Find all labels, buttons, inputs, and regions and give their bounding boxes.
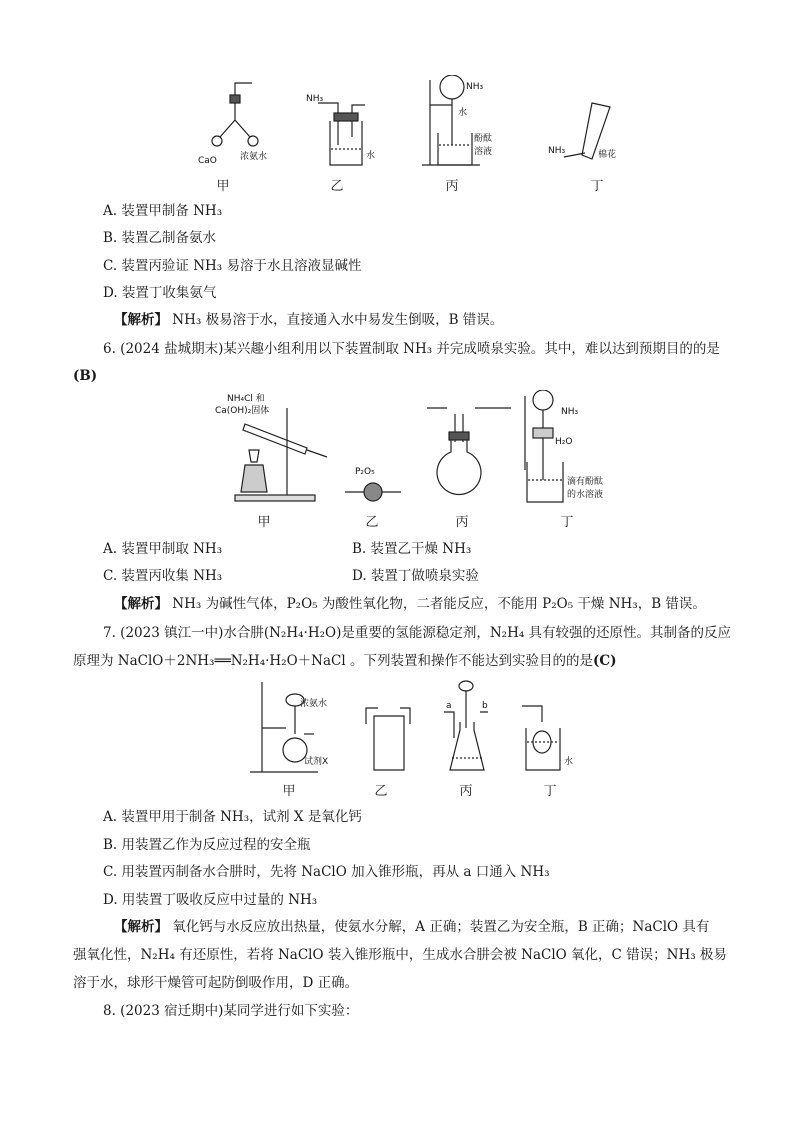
label-q6-drop2: 的水溶液 <box>567 490 604 500</box>
q6-analysis <box>114 594 706 614</box>
q6-option-d: D. 装置丁做喷泉实验 <box>352 568 479 584</box>
fig2-caption-ding: 丁 <box>560 515 574 530</box>
q6-stem: 6. (2024 盐城期末)某兴趣小组利用以下装置制取 NH₃ 并完成喷泉实验。其中，难以达到预期目的的是 <box>103 341 720 357</box>
label-q7-a: a <box>446 701 452 711</box>
fig2-caption-yi: 乙 <box>365 515 379 530</box>
apparatus-yi <box>318 103 365 165</box>
q7-option-a: A. 装置甲用于制备 NH₃，试剂 X 是氧化钙 <box>103 809 362 825</box>
q5-option-a: A. 装置甲制备 NH₃ <box>103 203 223 219</box>
q5-apparatus-figure <box>190 75 630 175</box>
label-cotton: 棉花 <box>598 150 617 160</box>
fig2-caption-jia: 甲 <box>257 515 271 530</box>
q7-stem-line1: 7. (2023 镇江一中)水合肼(N₂H₄·H₂O)是重要的氢能源稳定剂，N₂H₄ 具有较强的还原性。其制备的反应 <box>103 625 732 641</box>
fig2-caption-bing: 丙 <box>455 515 469 530</box>
fig1-caption-yi: 乙 <box>330 179 344 194</box>
q5-option-d: D. 装置丁收集氨气 <box>103 285 217 301</box>
label-q6-drop1: 滴有酚酞 <box>567 477 604 487</box>
apparatus-jia <box>212 83 258 146</box>
fig3-caption-bing: 丙 <box>459 784 473 799</box>
q7-apparatus-bing <box>444 681 488 770</box>
q6-apparatus-bing <box>427 408 511 494</box>
fig3-caption-jia: 甲 <box>282 784 296 799</box>
q6-option-c: C. 装置丙收集 NH₃ <box>103 568 223 584</box>
fig1-caption-bing: 丙 <box>445 179 459 194</box>
q7-analysis-line1 <box>114 917 709 937</box>
q7-analysis-text1: 氧化钙与水反应放出热量，使氨水分解，A 正确；装置乙为安全瓶，B 正确；NaClO 具有 <box>172 919 710 935</box>
q7-analysis-line2: 强氧化性，N₂H₄ 有还原性，若将 NaClO 装入锥形瓶中，生成水合肼会被 NaClO 氧化，C 错误；NH₃ 极易 <box>73 947 727 963</box>
q5-option-c: C. 装置丙验证 NH₃ 易溶于水且溶液显碱性 <box>103 258 362 274</box>
q6-answer: (B) <box>73 368 98 384</box>
q8-stem: 8. (2023 宿迁期中)某同学进行如下实验： <box>103 1003 359 1019</box>
label-q7-reagent-x: 试剂X <box>304 757 329 767</box>
label-nh3-in: NH₃ <box>306 94 324 104</box>
label-nh3-tube: NH₃ <box>548 146 566 156</box>
label-nh3-flask: NH₃ <box>466 82 484 92</box>
q7-stem-line2 <box>73 651 734 671</box>
label-water2: 水 <box>458 108 468 118</box>
label-q6-reagent1: NH₄Cl 和 <box>227 394 265 404</box>
q5-analysis-text: NH₃ 极易溶于水，直接通入水中易发生倒吸，B 错误。 <box>172 312 504 328</box>
label-q6-h2o: H₂O <box>555 437 573 447</box>
q5-analysis-tag: 【解析】 <box>114 312 168 328</box>
q7-apparatus-ding <box>522 706 560 770</box>
label-phenol: 酚酞 <box>474 134 493 144</box>
label-q7-ammonia: 浓氨水 <box>300 699 328 709</box>
q7-option-c: C. 用装置丙制备水合肼时，先将 NaClO 加入锥形瓶，再从 a 口通入 NH₃ <box>103 864 550 880</box>
q7-answer: (C) <box>592 653 617 669</box>
q5-option-b: B. 装置乙制备氨水 <box>103 230 217 246</box>
label-q6-reagent2: Ca(OH)₂固体 <box>215 406 270 416</box>
q7-stem-line2-text: 原理为 NaClO＋2NH₃══N₂H₄·H₂O＋NaCl 。下列装置和操作不能达到实验目的的是 <box>73 653 593 669</box>
q6-apparatus-yi <box>345 483 401 501</box>
q7-analysis-line3: 溶于水，球形干燥管可起防倒吸作用，D 正确。 <box>73 975 359 991</box>
q5-analysis <box>114 310 503 330</box>
fig1-caption-jia: 甲 <box>216 179 230 194</box>
label-water: 水 <box>366 151 376 161</box>
label-cao: CaO <box>198 156 217 166</box>
fig3-caption-ding: 丁 <box>543 784 557 799</box>
label-solution: 溶液 <box>474 147 493 157</box>
label-q6-nh3: NH₃ <box>561 407 579 417</box>
fig3-caption-yi: 乙 <box>374 784 388 799</box>
q7-apparatus-yi <box>366 708 410 770</box>
q6-analysis-text: NH₃ 为碱性气体，P₂O₅ 为酸性氧化物，二者能反应，不能用 P₂O₅ 干燥 NH₃，B 错误。 <box>172 596 706 612</box>
q7-option-d: D. 用装置丁吸收反应中过量的 NH₃ <box>103 892 318 908</box>
label-q6-p2o5: P₂O₅ <box>355 467 375 477</box>
label-q7-b: b <box>482 701 488 711</box>
q7-analysis-tag: 【解析】 <box>114 919 168 935</box>
fig1-caption-ding: 丁 <box>590 179 604 194</box>
q7-apparatus-figure <box>240 678 590 778</box>
q6-analysis-tag: 【解析】 <box>114 596 168 612</box>
label-q7-water: 水 <box>564 757 574 767</box>
q7-option-b: B. 用装置乙作为反应过程的安全瓶 <box>103 837 311 853</box>
q6-option-b: B. 装置乙干燥 NH₃ <box>352 541 472 557</box>
label-ammonia-water: 浓氨水 <box>240 152 268 162</box>
q6-apparatus-jia <box>235 408 327 501</box>
q6-apparatus-figure <box>215 390 625 510</box>
q6-option-a: A. 装置甲制取 NH₃ <box>103 541 223 557</box>
